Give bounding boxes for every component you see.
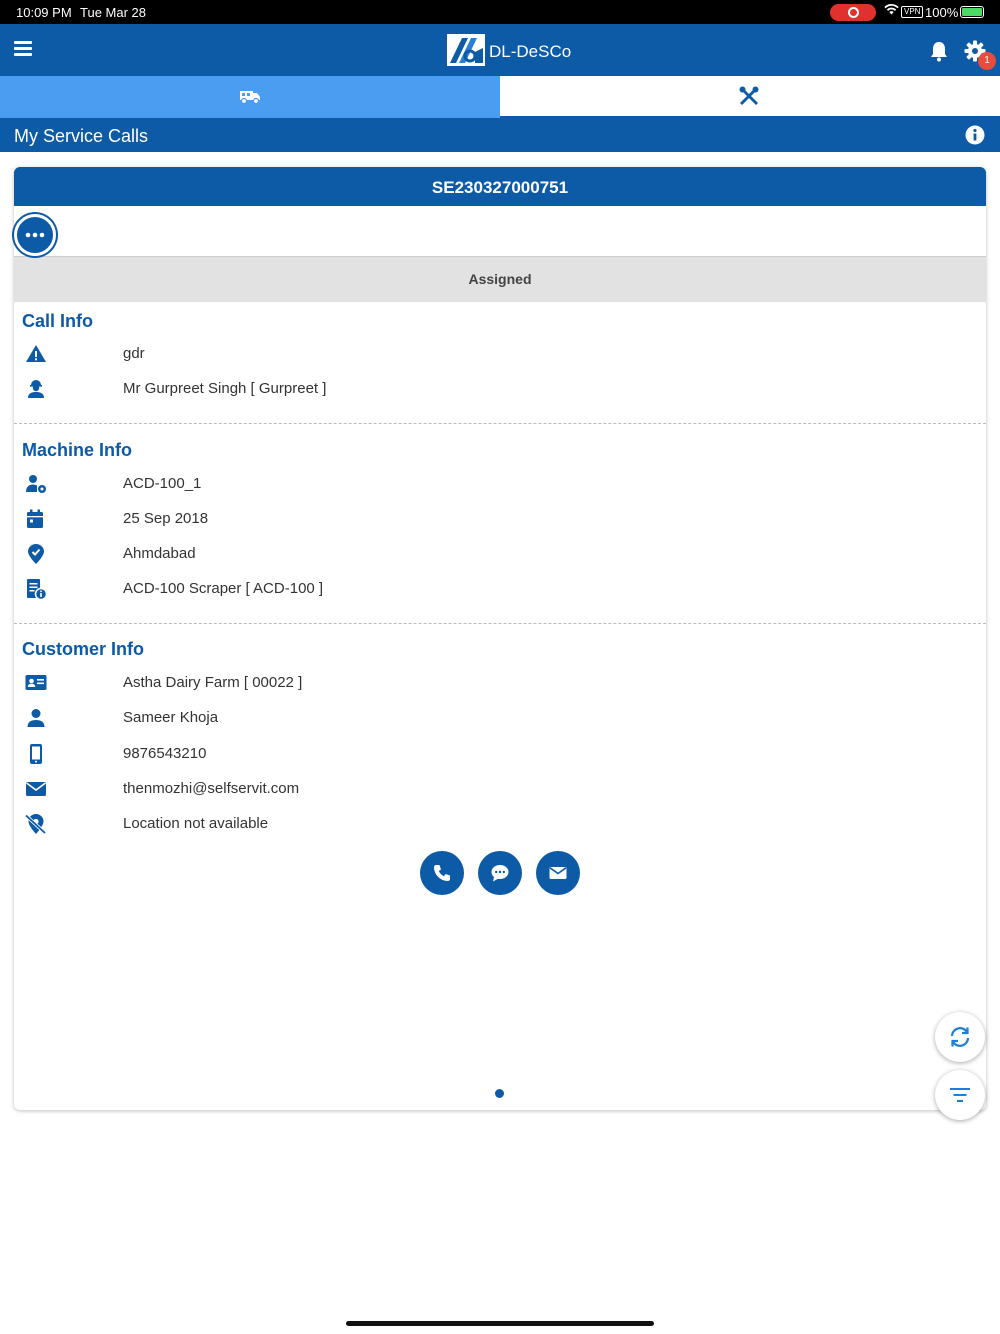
brand-name: DL-DeSCo bbox=[489, 42, 572, 61]
sms-icon bbox=[490, 863, 510, 883]
wifi-icon bbox=[884, 3, 899, 18]
van-icon bbox=[238, 88, 262, 109]
assigned-engineer: Mr Gurpreet Singh [ Gurpreet ] bbox=[123, 380, 327, 397]
tab-tools[interactable] bbox=[500, 76, 1000, 116]
user-settings-icon bbox=[24, 472, 48, 496]
pagination-dot[interactable] bbox=[495, 1089, 504, 1098]
refresh-button[interactable] bbox=[935, 1012, 985, 1062]
customer-company: Astha Dairy Farm [ 00022 ] bbox=[123, 674, 303, 691]
sms-button[interactable] bbox=[478, 851, 522, 895]
filter-button[interactable] bbox=[935, 1070, 985, 1120]
engineer-icon bbox=[24, 377, 48, 401]
vpn-badge: VPN bbox=[901, 6, 923, 18]
tab-service-van[interactable] bbox=[0, 76, 500, 118]
machine-info-row-location bbox=[14, 539, 986, 569]
bell-icon[interactable] bbox=[928, 40, 950, 67]
call-issue: gdr bbox=[123, 345, 145, 362]
machine-info-row-model bbox=[14, 574, 986, 604]
app-logo bbox=[447, 34, 485, 66]
machine-info-row-serial bbox=[14, 469, 986, 499]
installation-date: 25 Sep 2018 bbox=[123, 510, 209, 527]
call-info-section bbox=[14, 302, 986, 424]
more-options-button[interactable] bbox=[14, 214, 56, 256]
call-id: SE230327000751 bbox=[14, 167, 986, 206]
battery-icon bbox=[960, 6, 984, 18]
card-toolbar bbox=[14, 206, 986, 257]
call-info-title: Call Info bbox=[22, 311, 93, 331]
ellipsis-icon bbox=[17, 217, 53, 253]
customer-info-row-email bbox=[14, 774, 986, 804]
machine-location: Ahmdabad bbox=[123, 545, 196, 562]
tools-icon bbox=[738, 85, 760, 112]
customer-info-row-company bbox=[14, 668, 986, 698]
email-icon bbox=[548, 863, 568, 883]
location-pin-icon bbox=[24, 542, 48, 566]
customer-info-title: Customer Info bbox=[22, 639, 145, 659]
call-button[interactable] bbox=[420, 851, 464, 895]
page-header bbox=[0, 118, 1000, 152]
phone-icon bbox=[432, 863, 452, 883]
service-call-card[interactable] bbox=[14, 167, 986, 1110]
hamburger-menu-icon[interactable] bbox=[14, 41, 32, 56]
id-card-icon bbox=[24, 671, 48, 695]
machine-info-section bbox=[14, 424, 986, 624]
person-icon bbox=[24, 706, 48, 730]
machine-info-title: Machine Info bbox=[22, 440, 133, 460]
status-badge: Assigned bbox=[14, 257, 986, 302]
app-header bbox=[0, 24, 1000, 76]
document-info-icon bbox=[24, 577, 48, 601]
status-bar bbox=[0, 0, 1000, 24]
filter-icon bbox=[948, 1083, 972, 1107]
call-info-row-issue bbox=[14, 339, 986, 369]
customer-info-row-phone bbox=[14, 739, 986, 769]
envelope-icon bbox=[24, 777, 48, 801]
info-icon[interactable] bbox=[965, 125, 985, 150]
calendar-icon bbox=[24, 507, 48, 531]
customer-info-section bbox=[14, 624, 986, 874]
screen-record-icon bbox=[830, 4, 876, 21]
notification-badge: 1 bbox=[978, 52, 996, 70]
contact-actions bbox=[14, 851, 986, 897]
page-title: My Service Calls bbox=[14, 126, 149, 146]
status-time: 10:09 PM bbox=[16, 5, 72, 20]
location-off-icon bbox=[24, 812, 48, 836]
customer-phone: 9876543210 bbox=[123, 745, 207, 762]
customer-email: thenmozhi@selfservit.com bbox=[123, 780, 300, 797]
customer-location: Location not available bbox=[123, 815, 269, 832]
customer-info-row-location bbox=[14, 809, 986, 839]
machine-info-row-date bbox=[14, 504, 986, 534]
machine-model: ACD-100 Scraper [ ACD-100 ] bbox=[123, 580, 324, 597]
mobile-icon bbox=[24, 742, 48, 766]
warning-icon bbox=[24, 342, 48, 366]
call-info-row-engineer bbox=[14, 374, 986, 404]
refresh-icon bbox=[948, 1025, 972, 1049]
customer-info-row-contact bbox=[14, 703, 986, 733]
email-button[interactable] bbox=[536, 851, 580, 895]
machine-serial: ACD-100_1 bbox=[123, 475, 202, 492]
tab-bar bbox=[0, 76, 1000, 118]
battery-percentage: 100% bbox=[925, 5, 959, 20]
home-indicator[interactable] bbox=[346, 1321, 654, 1326]
customer-contact: Sameer Khoja bbox=[123, 709, 219, 726]
status-date: Tue Mar 28 bbox=[80, 5, 146, 20]
